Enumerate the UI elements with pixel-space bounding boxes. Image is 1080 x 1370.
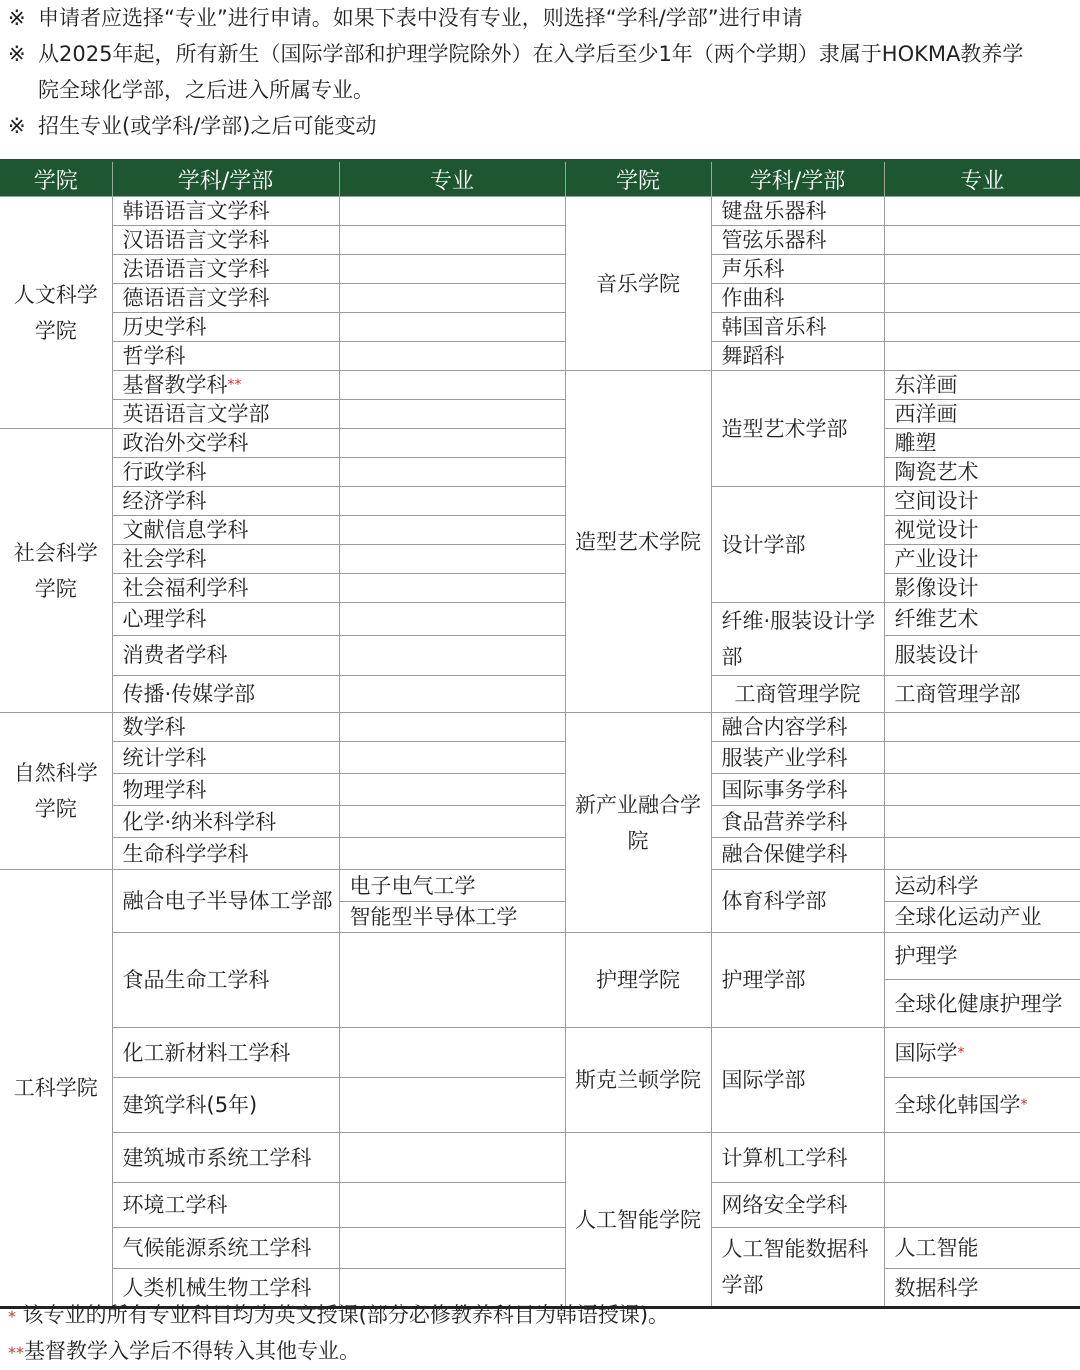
dept-cell: 英语语言文学部 <box>112 400 339 429</box>
table-row <box>0 1183 1080 1228</box>
table-row <box>0 342 1080 371</box>
table-row <box>0 371 1080 400</box>
college-music: 音乐学院 <box>565 197 711 371</box>
note-2: ※ 从2025年起，所有新生（国际学部和护理学院除外）在入学后至少1年（两个学期）隶属于HOKMA教养学 <box>8 42 1024 66</box>
dept-cell: 声乐科 <box>711 255 884 284</box>
table-header <box>0 161 1080 197</box>
major-cell-korean: 全球化韩国学* <box>884 1078 1080 1133</box>
dept-cell: 融合内容学科 <box>711 713 884 742</box>
table-row <box>0 516 1080 545</box>
dept-cell: 化学·纳米科学科 <box>112 806 339 838</box>
dept-cell: 护理学部 <box>711 933 884 1028</box>
table-row <box>0 1028 1080 1078</box>
dept-cell: 传播·传媒学部 <box>112 676 339 713</box>
header-dept-left: 学科/学部 <box>112 161 339 197</box>
table-row <box>0 870 1080 902</box>
major-cell <box>884 255 1080 284</box>
table-row <box>0 742 1080 774</box>
college-new-industry: 新产业融合学院 <box>565 713 711 933</box>
major-cell <box>339 676 565 713</box>
dept-cell: 社会学科 <box>112 545 339 574</box>
major-cell: 陶瓷艺术 <box>884 458 1080 487</box>
double-asterisk: ** <box>227 377 242 393</box>
major-cell: 产业设计 <box>884 545 1080 574</box>
major-cell <box>884 838 1080 870</box>
major-cell: 数据科学 <box>884 1269 1080 1308</box>
dept-cell: 消费者学科 <box>112 635 339 675</box>
dept-cell: 历史学科 <box>112 313 339 342</box>
footnote-1: * 该专业的所有专业科目均为英文授课(部分必修教养科目为韩语授课)。 <box>8 1303 670 1327</box>
major-cell <box>884 342 1080 371</box>
major-cell <box>339 371 565 400</box>
note-1: ※ 申请者应选择“专业”进行申请。如果下表中没有专业，则选择“学科/学部”进行申请 <box>8 6 803 30</box>
major-cell <box>339 342 565 371</box>
major-cell <box>339 429 565 458</box>
dept-cell-christian: 基督教学科** <box>112 371 339 400</box>
asterisk: * <box>1020 1097 1028 1113</box>
major-cell <box>339 574 565 603</box>
major-cell <box>339 226 565 255</box>
major-cell <box>884 197 1080 226</box>
table-row <box>0 1228 1080 1269</box>
dept-cell: 韩语语言文学科 <box>112 197 339 226</box>
dept-cell: 韩国音乐科 <box>711 313 884 342</box>
table-row <box>0 487 1080 516</box>
college-science: 自然科学学院 <box>0 713 112 870</box>
header-college-left: 学院 <box>0 161 112 197</box>
major-cell <box>339 603 565 636</box>
major-cell <box>339 458 565 487</box>
table-row <box>0 400 1080 429</box>
major-cell <box>339 1183 565 1228</box>
college-social: 社会科学学院 <box>0 429 112 713</box>
dept-cell: 管弦乐器科 <box>711 226 884 255</box>
asterisk: * <box>957 1044 965 1061</box>
major-cell: 护理学 <box>884 933 1080 980</box>
table-row <box>0 1133 1080 1183</box>
dept-cell: 食品营养学科 <box>711 806 884 838</box>
major-cell: 人工智能 <box>884 1228 1080 1269</box>
major-cell <box>884 713 1080 742</box>
table-row <box>0 545 1080 574</box>
major-cell: 视觉设计 <box>884 516 1080 545</box>
college-scranton: 斯克兰顿学院 <box>565 1028 711 1133</box>
dept-cell: 社会福利学科 <box>112 574 339 603</box>
table-row <box>0 713 1080 742</box>
dept-cell: 舞蹈科 <box>711 342 884 371</box>
major-cell: 全球化运动产业 <box>884 902 1080 933</box>
table-row <box>0 774 1080 806</box>
major-cell <box>339 806 565 838</box>
dept-cell: 心理学科 <box>112 603 339 636</box>
college-engineering: 工科学院 <box>0 870 112 1308</box>
major-cell <box>884 1133 1080 1183</box>
dept-cell: 统计学科 <box>112 742 339 774</box>
major-cell <box>339 933 565 1028</box>
table-row <box>0 838 1080 870</box>
major-cell: 全球化健康护理学 <box>884 980 1080 1028</box>
major-cell <box>339 838 565 870</box>
dept-cell: 工商管理学部 <box>884 676 1080 713</box>
college-nursing: 护理学院 <box>565 933 711 1028</box>
major-cell <box>339 742 565 774</box>
table-row <box>0 676 1080 713</box>
dept-cell: 行政学科 <box>112 458 339 487</box>
table-row <box>0 197 1080 226</box>
table-row <box>0 313 1080 342</box>
dept-fine-arts: 造型艺术学部 <box>711 371 884 487</box>
dept-cell: 德语语言文学科 <box>112 284 339 313</box>
dept-cell: 键盘乐器科 <box>711 197 884 226</box>
dept-cell: 服装产业学科 <box>711 742 884 774</box>
major-cell: 电子电气工学 <box>339 870 565 902</box>
dept-textile: 纤维·服装设计学部 <box>711 603 884 676</box>
header-major-right: 专业 <box>884 161 1080 197</box>
table-row <box>0 1078 1080 1133</box>
major-cell <box>884 806 1080 838</box>
major-cell <box>884 774 1080 806</box>
dept-cell: 人类机械生物工学科 <box>112 1269 339 1308</box>
major-cell: 空间设计 <box>884 487 1080 516</box>
dept-cell: 哲学科 <box>112 342 339 371</box>
dept-cell: 气候能源系统工学科 <box>112 1228 339 1269</box>
college-humanities: 人文科学学院 <box>0 197 112 429</box>
dept-ai-data: 人工智能数据科学部 <box>711 1228 884 1308</box>
table-row <box>0 226 1080 255</box>
dept-cell: 政治外交学科 <box>112 429 339 458</box>
major-cell: 东洋画 <box>884 371 1080 400</box>
dept-cell: 融合保健学科 <box>711 838 884 870</box>
table-row <box>0 458 1080 487</box>
major-cell <box>339 1133 565 1183</box>
table-row <box>0 255 1080 284</box>
major-cell <box>339 1078 565 1133</box>
dept-cell: 化工新材料工学科 <box>112 1028 339 1078</box>
major-cell: 雕塑 <box>884 429 1080 458</box>
major-cell-intl: 国际学* <box>884 1028 1080 1078</box>
major-cell <box>339 1028 565 1078</box>
dept-design: 设计学部 <box>711 487 884 603</box>
header-college-right: 学院 <box>565 161 711 197</box>
major-cell: 西洋画 <box>884 400 1080 429</box>
major-cell <box>339 1228 565 1269</box>
majors-table <box>0 159 1080 1309</box>
dept-cell: 建筑学科(5年) <box>112 1078 339 1133</box>
major-cell: 纤维艺术 <box>884 603 1080 636</box>
dept-cell: 生命科学学科 <box>112 838 339 870</box>
header-major-left: 专业 <box>339 161 565 197</box>
header-dept-right: 学科/学部 <box>711 161 884 197</box>
dept-cell: 数学科 <box>112 713 339 742</box>
table-row <box>0 603 1080 636</box>
major-cell <box>339 774 565 806</box>
major-cell <box>339 197 565 226</box>
table-row <box>0 635 1080 675</box>
major-cell <box>884 742 1080 774</box>
major-cell <box>884 226 1080 255</box>
major-cell: 智能型半导体工学 <box>339 902 565 933</box>
table-row <box>0 806 1080 838</box>
college-business: 工商管理学院 <box>711 676 884 713</box>
major-cell <box>339 713 565 742</box>
dept-cell: 国际事务学科 <box>711 774 884 806</box>
dept-cell: 建筑城市系统工学科 <box>112 1133 339 1183</box>
college-arts: 造型艺术学院 <box>565 371 711 713</box>
dept-semiconductor: 融合电子半导体工学部 <box>112 870 339 933</box>
major-cell <box>339 516 565 545</box>
dept-cell: 物理学科 <box>112 774 339 806</box>
major-cell <box>339 635 565 675</box>
note-3: ※ 招生专业(或学科/学部)之后可能变动 <box>8 114 377 138</box>
dept-cell: 作曲科 <box>711 284 884 313</box>
major-cell <box>884 313 1080 342</box>
table-row <box>0 429 1080 458</box>
college-ai: 人工智能学院 <box>565 1133 711 1308</box>
dept-cell: 网络安全学科 <box>711 1183 884 1228</box>
major-cell <box>339 255 565 284</box>
dept-sport: 体育科学部 <box>711 870 884 933</box>
major-cell: 运动科学 <box>884 870 1080 902</box>
dept-cell: 国际学部 <box>711 1028 884 1133</box>
major-cell <box>884 1183 1080 1228</box>
major-cell <box>339 400 565 429</box>
major-cell <box>339 545 565 574</box>
dept-cell: 食品生命工学科 <box>112 933 339 1028</box>
table-row <box>0 284 1080 313</box>
dept-cell: 环境工学科 <box>112 1183 339 1228</box>
major-cell: 影像设计 <box>884 574 1080 603</box>
major-cell <box>339 313 565 342</box>
note-2-cont: 院全球化学部，之后进入所属专业。 <box>38 78 374 102</box>
table-row <box>0 933 1080 980</box>
dept-cell: 法语语言文学科 <box>112 255 339 284</box>
major-cell <box>339 284 565 313</box>
footnote-2: **基督教学入学后不得转入其他专业。 <box>8 1339 360 1363</box>
major-cell <box>339 487 565 516</box>
dept-cell: 经济学科 <box>112 487 339 516</box>
dept-cell: 计算机工学科 <box>711 1133 884 1183</box>
table-row <box>0 574 1080 603</box>
dept-cell: 汉语语言文学科 <box>112 226 339 255</box>
major-cell <box>884 284 1080 313</box>
major-cell: 服装设计 <box>884 635 1080 675</box>
dept-cell: 文献信息学科 <box>112 516 339 545</box>
